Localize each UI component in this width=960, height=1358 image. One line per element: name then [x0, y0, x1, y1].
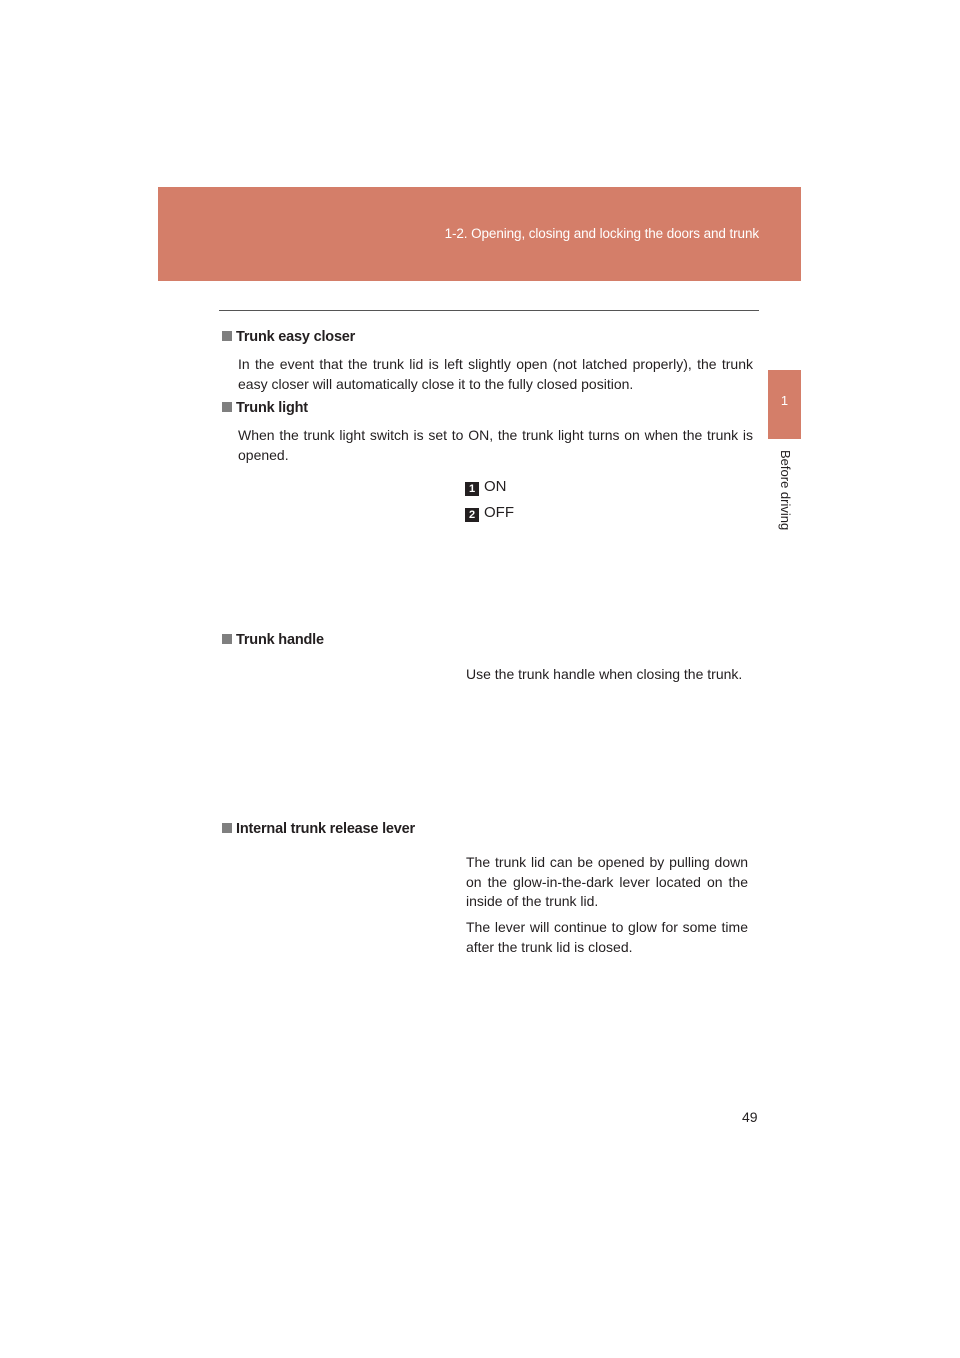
chapter-title: 1-2. Opening, closing and locking the doors and trunk — [444, 226, 759, 241]
chapter-header-band — [158, 187, 801, 281]
item-label: ON — [484, 478, 507, 495]
paragraph-trunk-handle: Use the trunk handle when closing the trunk. — [466, 666, 743, 682]
paragraph-trunk-easy-closer: In the event that the trunk lid is left slightly open (not latched properly), the trunk easy closer will automatically close it to the fully closed position. — [238, 356, 753, 392]
item-label: OFF — [484, 504, 514, 521]
chapter-side-tab — [768, 370, 801, 439]
heading-text: Trunk handle — [236, 632, 324, 648]
heading-trunk-light — [222, 400, 308, 416]
list-item-off — [465, 504, 514, 522]
paragraph-release-lever-2: The lever will continue to glow for some time after the trunk lid is closed. — [466, 919, 748, 955]
heading-text: Internal trunk release lever — [236, 821, 415, 837]
number-2-icon: 2 — [465, 508, 479, 522]
page-number: 49 — [742, 1109, 758, 1125]
square-bullet-icon — [222, 402, 232, 412]
paragraph-release-lever-1: The trunk lid can be opened by pulling down on the glow-in-the-dark lever located on the inside of the trunk lid. — [466, 854, 748, 909]
heading-text: Trunk easy closer — [236, 329, 356, 345]
section-divider-rule — [219, 310, 759, 311]
paragraph-trunk-light: When the trunk light switch is set to ON, the trunk light turns on when the trunk is opened. — [238, 427, 753, 463]
heading-internal-trunk-release-lever — [222, 821, 415, 837]
number-1-icon: 1 — [465, 482, 479, 496]
heading-trunk-easy-closer — [222, 329, 355, 345]
chapter-side-label: Before driving — [778, 450, 793, 531]
heading-text: Trunk light — [236, 400, 308, 416]
chapter-number: 1 — [780, 393, 789, 408]
square-bullet-icon — [222, 823, 232, 833]
list-item-on — [465, 478, 507, 496]
square-bullet-icon — [222, 331, 232, 341]
square-bullet-icon — [222, 634, 232, 644]
heading-trunk-handle — [222, 632, 324, 648]
